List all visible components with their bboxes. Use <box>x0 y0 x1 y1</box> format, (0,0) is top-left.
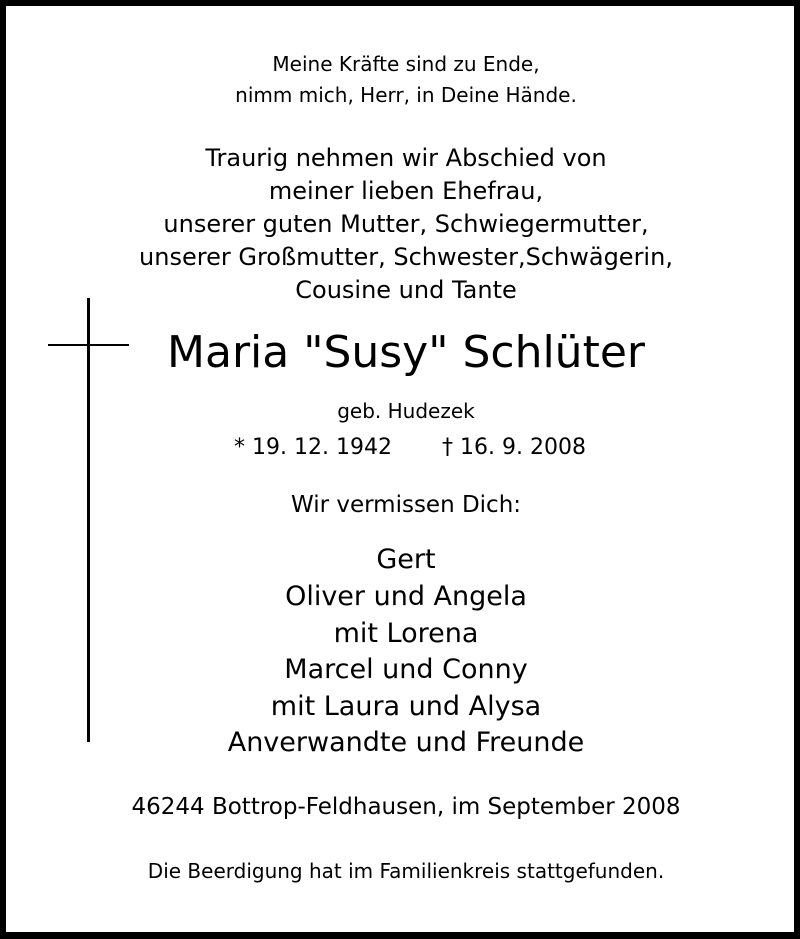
family-member: Gert <box>376 544 436 575</box>
intro-line-4: unserer Großmutter, Schwester,Schwägerin, <box>139 243 673 271</box>
family-member: Anverwandte und Freunde <box>227 727 585 758</box>
intro-line-5: Cousine und Tante <box>295 276 517 304</box>
family-member: mit Laura und Alysa <box>270 691 542 722</box>
intro-line-2: meiner lieben Ehefrau, <box>268 177 544 205</box>
family-member: mit Lorena <box>333 618 479 649</box>
family-member: Marcel und Conny <box>284 654 528 685</box>
maiden-name: geb. Hudezek <box>337 399 475 423</box>
funeral-note: Die Beerdigung hat im Familienkreis stattgefunden. <box>147 859 665 883</box>
death-date: † 16. 9. 2008 <box>442 435 586 460</box>
birth-date: * 19. 12. 1942 <box>234 435 392 460</box>
deceased-name: Maria "Susy" Schlüter <box>167 327 645 378</box>
verse-line-2: nimm mich, Herr, in Deine Hände. <box>235 83 577 107</box>
family-member: Oliver und Angela <box>285 581 527 612</box>
intro-line-1: Traurig nehmen wir Abschied von <box>205 144 607 172</box>
verse-line-1: Meine Kräfte sind zu Ende, <box>272 52 540 76</box>
intro-line-3: unserer guten Mutter, Schwiegermutter, <box>163 210 649 238</box>
place-and-date: 46244 Bottrop-Feldhausen, im September 2008 <box>131 794 681 820</box>
life-dates <box>12 437 800 463</box>
missing-text: Wir vermissen Dich: <box>290 492 522 518</box>
